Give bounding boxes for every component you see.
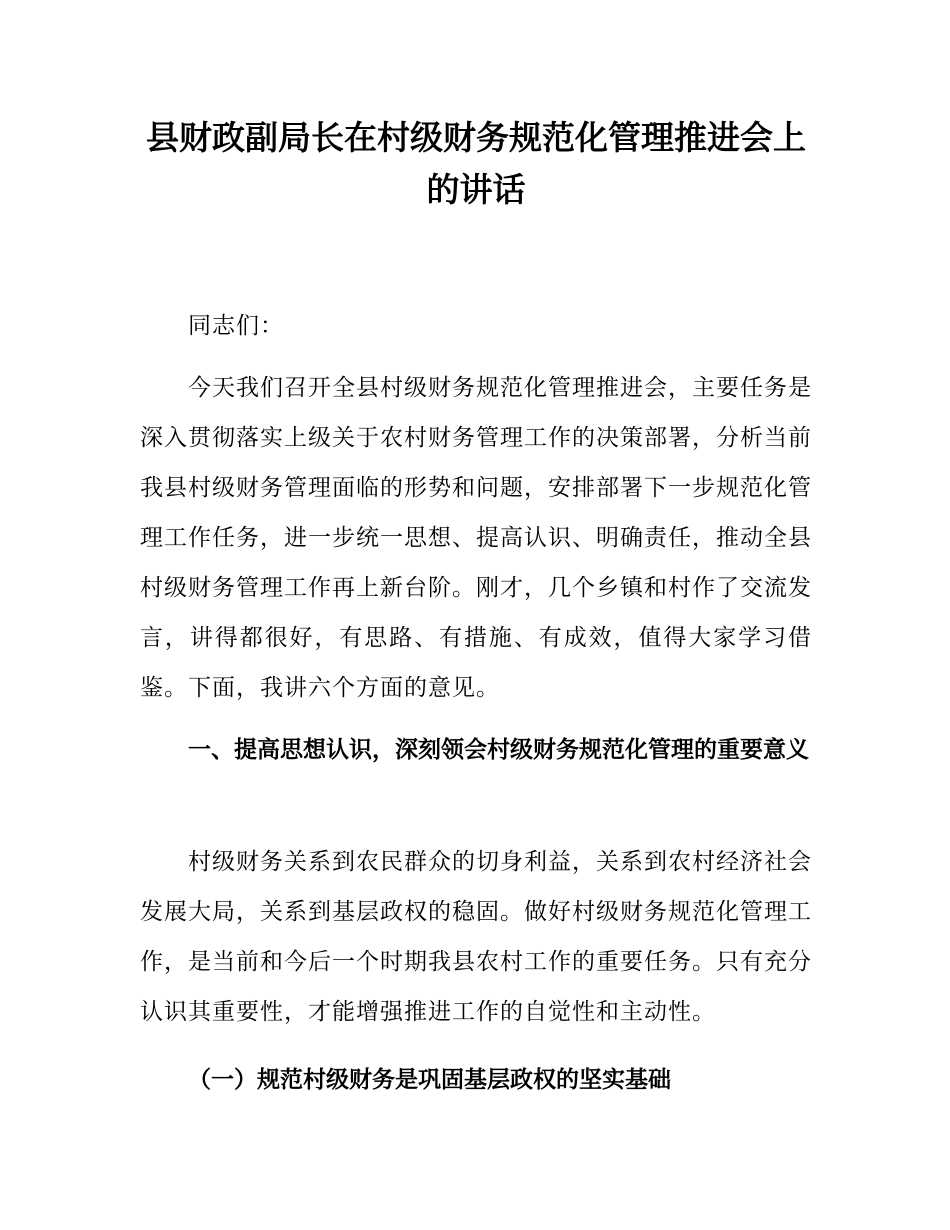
section-one-heading: 一、提高思想认识，深刻领会村级财务规范化管理的重要意义 [188,737,809,763]
intro-paragraph: 今天我们召开全县村级财务规范化管理推进会，主要任务是深入贯彻落实上级关于农村财务管理工作的决策部署，分析当前我县村级财务管理面临的形势和问题，安排部署下一步规范化管理工作任务，进一步统一思想、提高认识、明确责任，推动全县村级财务管理工作再上新台阶。刚才，几个乡镇和村作了交流发言，讲得都很好，有思路、有措施、有成效，值得大家学习借鉴。下面，我讲六个方面的意见。 [140,375,812,701]
document-page [140,0,812,1230]
document-title: 县财政副局长在村级财务规范化管理推进会上的讲话 [146,118,806,209]
section-one-paragraph: 村级财务关系到农民群众的切身利益，关系到农村经济社会发展大局，关系到基层政权的稳固。做好村级财务规范化管理工作，是当前和今后一个时期我县农村工作的重要任务。只有充分认识其重要性，才能增强推进工作的自觉性和主动性。 [140,849,812,1025]
subsection-one-heading: （一）规范村级财务是巩固基层政权的坚实基础 [188,1067,671,1093]
greeting: 同志们： [188,313,284,339]
